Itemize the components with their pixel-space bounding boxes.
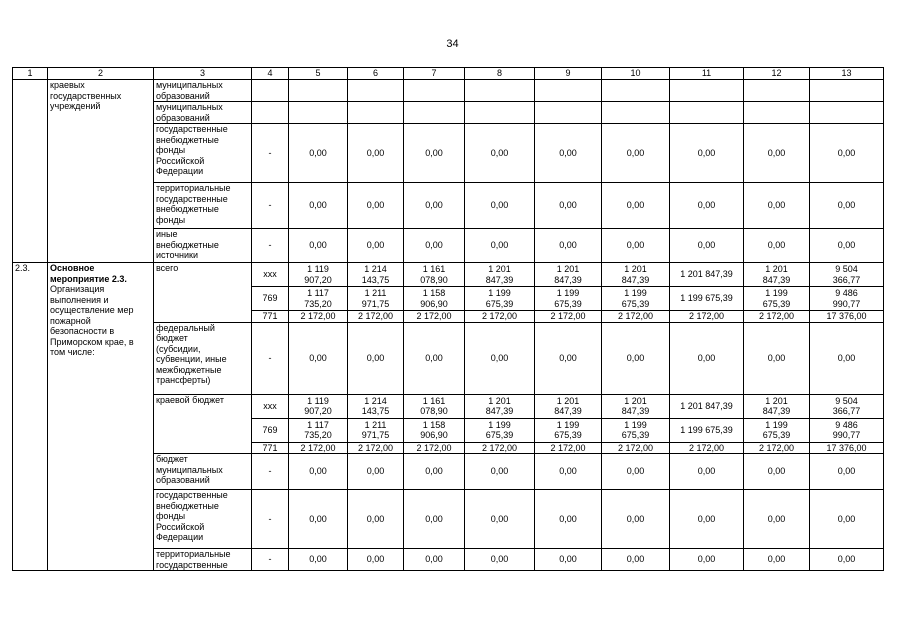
column-header: 11 <box>670 68 744 80</box>
value-cell: 1 199 675,39 <box>670 418 744 442</box>
value-cell: 1 201 847,39 <box>465 394 535 418</box>
value-cell: 0,00 <box>348 124 404 183</box>
value-cell: 17 376,00 <box>810 311 884 323</box>
row-number-cell <box>13 80 48 263</box>
item-name-cell <box>48 263 154 571</box>
code-cell: - <box>252 229 289 263</box>
value-cell: 0,00 <box>535 229 602 263</box>
value-cell: 9 504 366,77 <box>810 394 884 418</box>
value-cell: 0,00 <box>810 229 884 263</box>
value-cell <box>744 80 810 102</box>
value-cell: 2 172,00 <box>670 311 744 323</box>
value-cell <box>404 102 465 124</box>
value-cell: 0,00 <box>602 549 670 571</box>
value-cell: 1 201 847,39 <box>744 394 810 418</box>
column-header: 8 <box>465 68 535 80</box>
column-header: 5 <box>289 68 348 80</box>
item-title-text: Организация выполнения и осуществление мер пожарной безопасности в Приморском крае, в том числе: <box>50 284 134 357</box>
funding-source-cell: федеральный бюджет (субсидии, субвенции, иные межбюджетные трансферты) <box>154 322 252 394</box>
column-header: 6 <box>348 68 404 80</box>
table-row <box>13 263 884 287</box>
value-cell: 0,00 <box>289 183 348 229</box>
funding-source-cell: краевой бюджет <box>154 394 252 454</box>
value-cell <box>602 80 670 102</box>
code-cell: - <box>252 490 289 549</box>
value-cell: 1 119 907,20 <box>289 263 348 287</box>
code-cell: 771 <box>252 442 289 454</box>
value-cell: 0,00 <box>465 229 535 263</box>
value-cell: 0,00 <box>602 322 670 394</box>
code-cell: - <box>252 124 289 183</box>
value-cell: 1 201 847,39 <box>602 263 670 287</box>
value-cell <box>744 102 810 124</box>
value-cell: 0,00 <box>535 322 602 394</box>
item-name-cell: краевых государственных учреждений <box>48 80 154 263</box>
value-cell: 0,00 <box>744 322 810 394</box>
value-cell: 2 172,00 <box>465 442 535 454</box>
value-cell: 2 172,00 <box>289 311 348 323</box>
column-header: 2 <box>48 68 154 80</box>
value-cell: 0,00 <box>670 549 744 571</box>
value-cell: 1 214 143,75 <box>348 394 404 418</box>
value-cell: 17 376,00 <box>810 442 884 454</box>
column-header: 1 <box>13 68 48 80</box>
value-cell: 0,00 <box>348 454 404 490</box>
value-cell: 0,00 <box>670 183 744 229</box>
value-cell: 9 486 990,77 <box>810 287 884 311</box>
value-cell: 1 199 675,39 <box>602 287 670 311</box>
value-cell: 0,00 <box>744 183 810 229</box>
value-cell: 2 172,00 <box>348 311 404 323</box>
value-cell: 1 199 675,39 <box>465 418 535 442</box>
funding-source-cell: территориальные государственные <box>154 549 252 571</box>
value-cell: 1 199 675,39 <box>744 418 810 442</box>
value-cell: 0,00 <box>348 549 404 571</box>
value-cell: 0,00 <box>810 322 884 394</box>
value-cell: 0,00 <box>602 454 670 490</box>
value-cell: 0,00 <box>810 549 884 571</box>
code-cell: 771 <box>252 311 289 323</box>
value-cell: 0,00 <box>535 124 602 183</box>
value-cell: 0,00 <box>535 549 602 571</box>
value-cell: 0,00 <box>348 490 404 549</box>
code-cell <box>252 102 289 124</box>
funding-source-cell: муниципальных образований <box>154 80 252 102</box>
code-cell: ххх <box>252 263 289 287</box>
value-cell: 2 172,00 <box>348 442 404 454</box>
value-cell: 0,00 <box>535 183 602 229</box>
value-cell: 0,00 <box>465 454 535 490</box>
value-cell: 1 201 847,39 <box>465 263 535 287</box>
table-row <box>13 68 884 80</box>
value-cell: 0,00 <box>404 454 465 490</box>
code-cell <box>252 80 289 102</box>
value-cell: 0,00 <box>404 322 465 394</box>
code-cell: 769 <box>252 287 289 311</box>
value-cell: 0,00 <box>602 124 670 183</box>
value-cell: 1 117 735,20 <box>289 418 348 442</box>
value-cell: 0,00 <box>670 229 744 263</box>
value-cell: 1 211 971,75 <box>348 418 404 442</box>
value-cell: 1 211 971,75 <box>348 287 404 311</box>
value-cell: 0,00 <box>289 454 348 490</box>
value-cell: 9 486 990,77 <box>810 418 884 442</box>
value-cell <box>670 102 744 124</box>
value-cell: 0,00 <box>744 490 810 549</box>
funding-source-cell: бюджет муниципальных образований <box>154 454 252 490</box>
column-header: 13 <box>810 68 884 80</box>
value-cell: 0,00 <box>465 549 535 571</box>
value-cell <box>289 80 348 102</box>
value-cell: 0,00 <box>348 183 404 229</box>
value-cell: 1 158 906,90 <box>404 418 465 442</box>
value-cell: 0,00 <box>535 454 602 490</box>
value-cell: 1 199 675,39 <box>670 287 744 311</box>
value-cell: 0,00 <box>289 124 348 183</box>
column-header: 12 <box>744 68 810 80</box>
value-cell: 0,00 <box>348 322 404 394</box>
value-cell: 0,00 <box>404 183 465 229</box>
value-cell: 0,00 <box>602 490 670 549</box>
value-cell: 0,00 <box>744 229 810 263</box>
value-cell: 0,00 <box>465 124 535 183</box>
table-row <box>13 80 884 102</box>
value-cell <box>670 80 744 102</box>
value-cell: 2 172,00 <box>602 311 670 323</box>
value-cell <box>465 102 535 124</box>
value-cell: 0,00 <box>348 229 404 263</box>
value-cell: 0,00 <box>289 322 348 394</box>
code-cell: ххх <box>252 394 289 418</box>
value-cell: 1 161 078,90 <box>404 394 465 418</box>
value-cell: 1 201 847,39 <box>535 394 602 418</box>
value-cell <box>535 102 602 124</box>
value-cell <box>289 102 348 124</box>
value-cell: 0,00 <box>602 229 670 263</box>
value-cell <box>810 80 884 102</box>
code-cell: - <box>252 183 289 229</box>
value-cell: 0,00 <box>289 549 348 571</box>
value-cell: 0,00 <box>744 549 810 571</box>
value-cell: 2 172,00 <box>465 311 535 323</box>
value-cell: 0,00 <box>535 490 602 549</box>
value-cell: 2 172,00 <box>289 442 348 454</box>
value-cell: 1 201 847,39 <box>535 263 602 287</box>
value-cell: 1 214 143,75 <box>348 263 404 287</box>
value-cell: 0,00 <box>810 124 884 183</box>
value-cell: 2 172,00 <box>744 311 810 323</box>
page-number: 34 <box>446 38 459 50</box>
value-cell: 2 172,00 <box>404 311 465 323</box>
code-cell: - <box>252 549 289 571</box>
funding-source-cell: государственные внебюджетные фонды Российской Федерации <box>154 124 252 183</box>
column-header: 10 <box>602 68 670 80</box>
value-cell: 0,00 <box>602 183 670 229</box>
value-cell: 2 172,00 <box>535 311 602 323</box>
value-cell: 0,00 <box>810 183 884 229</box>
value-cell: 0,00 <box>465 183 535 229</box>
value-cell: 2 172,00 <box>744 442 810 454</box>
value-cell <box>810 102 884 124</box>
value-cell: 2 172,00 <box>535 442 602 454</box>
value-cell: 0,00 <box>810 454 884 490</box>
value-cell <box>404 80 465 102</box>
value-cell: 1 199 675,39 <box>602 418 670 442</box>
row-number-cell: 2.3. <box>13 263 48 571</box>
value-cell <box>348 80 404 102</box>
value-cell: 1 199 675,39 <box>744 287 810 311</box>
code-cell: - <box>252 322 289 394</box>
value-cell <box>535 80 602 102</box>
value-cell <box>348 102 404 124</box>
value-cell: 9 504 366,77 <box>810 263 884 287</box>
column-header: 3 <box>154 68 252 80</box>
value-cell: 0,00 <box>670 490 744 549</box>
value-cell: 0,00 <box>670 454 744 490</box>
funding-source-cell: иные внебюджетные источники <box>154 229 252 263</box>
column-header: 7 <box>404 68 465 80</box>
funding-source-cell: муниципальных образований <box>154 102 252 124</box>
value-cell: 1 199 675,39 <box>535 418 602 442</box>
value-cell: 0,00 <box>670 124 744 183</box>
value-cell: 1 201 847,39 <box>670 394 744 418</box>
code-cell: - <box>252 454 289 490</box>
value-cell: 1 199 675,39 <box>535 287 602 311</box>
value-cell: 0,00 <box>465 490 535 549</box>
value-cell: 1 201 847,39 <box>744 263 810 287</box>
value-cell: 0,00 <box>404 549 465 571</box>
value-cell <box>602 102 670 124</box>
value-cell: 0,00 <box>289 229 348 263</box>
value-cell: 0,00 <box>744 124 810 183</box>
value-cell: 1 161 078,90 <box>404 263 465 287</box>
code-cell: 769 <box>252 418 289 442</box>
budget-table <box>12 67 884 571</box>
value-cell: 2 172,00 <box>670 442 744 454</box>
item-title-bold: Основное мероприятие 2.3. <box>50 263 127 284</box>
value-cell: 1 201 847,39 <box>602 394 670 418</box>
value-cell: 1 117 735,20 <box>289 287 348 311</box>
value-cell: 1 119 907,20 <box>289 394 348 418</box>
value-cell: 0,00 <box>404 490 465 549</box>
value-cell: 0,00 <box>404 124 465 183</box>
value-cell: 2 172,00 <box>602 442 670 454</box>
column-header: 4 <box>252 68 289 80</box>
value-cell: 0,00 <box>289 490 348 549</box>
funding-source-cell: всего <box>154 263 252 323</box>
value-cell: 2 172,00 <box>404 442 465 454</box>
value-cell: 1 158 906,90 <box>404 287 465 311</box>
value-cell: 1 199 675,39 <box>465 287 535 311</box>
value-cell: 0,00 <box>744 454 810 490</box>
value-cell: 0,00 <box>465 322 535 394</box>
value-cell: 0,00 <box>810 490 884 549</box>
value-cell: 0,00 <box>404 229 465 263</box>
funding-source-cell: территориальные государственные внебюджетные фонды <box>154 183 252 229</box>
value-cell: 0,00 <box>670 322 744 394</box>
column-header: 9 <box>535 68 602 80</box>
value-cell <box>465 80 535 102</box>
funding-source-cell: государственные внебюджетные фонды Российской Федерации <box>154 490 252 549</box>
table-body <box>13 68 884 571</box>
value-cell: 1 201 847,39 <box>670 263 744 287</box>
